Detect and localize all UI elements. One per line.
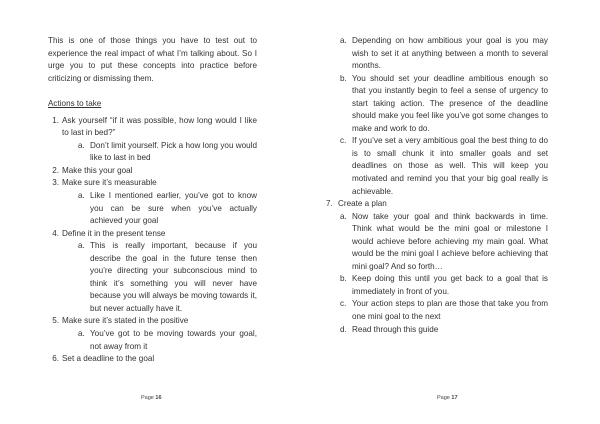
- item-number: 4.: [52, 228, 59, 238]
- sub-item-letter: b.: [340, 73, 347, 83]
- item-text: Define it in the present tense: [62, 228, 166, 238]
- sub-item-letter: a.: [78, 329, 85, 339]
- sub-item-letter: a.: [78, 241, 85, 251]
- sub-item-letter: a.: [340, 36, 347, 45]
- page-number-value: 17: [451, 395, 458, 401]
- sub-item-text: Read through this guide: [352, 324, 439, 334]
- action-list: [48, 115, 257, 366]
- sub-item-text: Keep doing this until you get back to a goal that is immediately in front of you.: [352, 274, 548, 296]
- sub-item-text: Don’t limit yourself. Pick a how long you would like to last in bed: [90, 140, 257, 163]
- list-item: [48, 177, 257, 227]
- list-item: [48, 315, 257, 353]
- list-item: [48, 353, 257, 366]
- sub-item: [62, 140, 257, 165]
- item-text: Make sure it’s stated in the positive: [62, 316, 189, 326]
- sub-item-letter: a.: [78, 140, 85, 150]
- sub-item-letter: a.: [340, 211, 347, 221]
- item-text: Ask yourself “if it was possible, how long would I like to last in bed?”: [62, 115, 257, 138]
- sub-item-letter: a.: [78, 191, 85, 201]
- sub-item-letter: c.: [340, 136, 347, 146]
- item-text: Make this your goal: [62, 165, 133, 175]
- item-text: Create a plan: [338, 199, 387, 209]
- sub-item-text: You’ve got to be moving towards your goal, not away from it: [90, 329, 257, 351]
- list-item: [48, 165, 257, 178]
- sub-item-text: Like I mentioned earlier, you’ve got to know you can be sure when you’ve actually achieved your goal: [90, 191, 257, 226]
- item-text: Make sure it’s measurable: [62, 178, 157, 188]
- sub-item-letter: c.: [340, 299, 347, 309]
- item-number: 2.: [52, 165, 59, 175]
- item-number: 3.: [52, 178, 59, 188]
- sub-item: [62, 328, 257, 353]
- sub-item: [338, 324, 548, 337]
- sub-item: [338, 135, 548, 198]
- sub-item: [338, 298, 548, 323]
- sub-item-letter: d.: [340, 324, 347, 334]
- sub-item: [338, 273, 548, 298]
- item-number: 1.: [52, 115, 59, 125]
- sub-item-text: Now take your goal and think backwards in time. Think what would be the mini goal or milestone I would achieve before achieving my main goal. What would be the mini goal I achieve before achieving that mini goal? And so forth…: [352, 211, 548, 271]
- page-number-value: 16: [155, 395, 162, 401]
- sub-item-text: This is really important, because if you describe the goal in the future tense then you’re directing your subconscious mind to think it’s something you will never have because you will always be moving towards it, but never actually have it.: [90, 241, 257, 313]
- sub-item-text: If you’ve set a very ambitious goal the best thing to do is to small chunk it into smaller goals and set deadlines on those as well. This will keep you motivated and remind you that your big goal really is achievable.: [352, 136, 548, 196]
- sub-item-text: You should set your deadline ambitious enough so that you instantly begin to feel a sense of urgency to start taking action. The presence of the deadline should make you feel like you’ve got some changes to make and work to do.: [352, 73, 548, 133]
- list-item: [48, 115, 257, 165]
- sub-item-text: Your action steps to plan are those that take you from one mini goal to the next: [352, 299, 548, 322]
- sub-item: [338, 73, 548, 136]
- sub-item: [62, 190, 257, 228]
- item-number: 5.: [52, 316, 59, 326]
- sub-item: [338, 35, 548, 73]
- sub-item: [338, 211, 548, 274]
- page-number: [437, 395, 458, 401]
- sub-item: [62, 240, 257, 315]
- list-item: [48, 228, 257, 316]
- right-page-text: [326, 35, 548, 336]
- right-page: [300, 0, 600, 424]
- sub-item-text: Depending on how ambitious your goal is you may wish to set it at anything between a month to several months.: [352, 36, 548, 71]
- page-label: Page: [141, 395, 154, 401]
- item-number: 6.: [52, 354, 59, 364]
- item-text: Set a deadline to the goal: [62, 354, 155, 364]
- item-number: 7.: [326, 199, 333, 209]
- intro-paragraph: This is one of those things you have to test out to experience the real impact of what I’m talking about. So I urge you to put these concepts into practice before criticizing or dismissing them.: [48, 36, 257, 83]
- sub-item-letter: b.: [340, 274, 347, 284]
- left-page-text: [48, 35, 257, 366]
- page-number: [141, 395, 162, 401]
- section-heading: Actions to take: [48, 98, 102, 108]
- list-item: [326, 198, 548, 336]
- page-label: Page: [437, 395, 450, 401]
